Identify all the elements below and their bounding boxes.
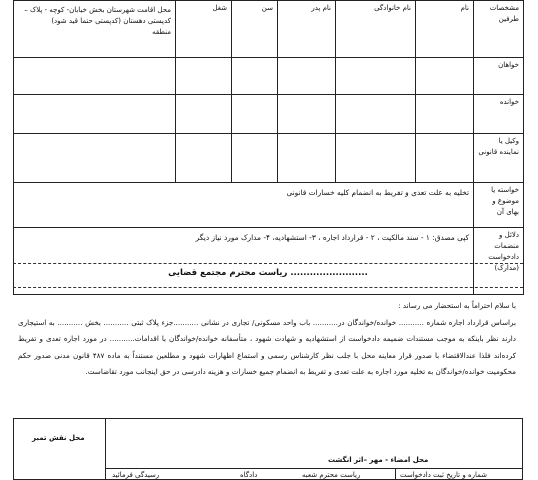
cell[interactable] [278, 58, 336, 95]
divider [13, 263, 523, 264]
row-label-plaintiff: خواهان [474, 58, 524, 95]
header-job: شغل [176, 1, 232, 58]
cell[interactable] [176, 58, 232, 95]
signature-label: محل امضاء - مهر –اثر انگشت [328, 456, 429, 464]
parties-table [13, 0, 524, 295]
table-row-claim [14, 183, 524, 228]
registration-label: شماره و تاریخ ثبت دادخواست [400, 471, 488, 479]
header-name: نام [416, 1, 474, 58]
stamp-box [13, 418, 106, 480]
footer-divider [395, 468, 396, 480]
row-label-claim: خواسته یا موضوع و بهای آن [474, 183, 524, 228]
table-row-evidence [14, 228, 524, 295]
review-label: رسیدگی فرمائید [112, 471, 160, 479]
cell[interactable] [232, 134, 278, 183]
row-label-evidence: دلائل و منضمات دادخواست (مدارک) [474, 228, 524, 295]
table-row-defendant [14, 95, 524, 134]
cell[interactable] [232, 58, 278, 95]
cell[interactable] [416, 95, 474, 134]
header-parties: مشخصات طرفین [474, 1, 524, 58]
claim-text: تخلیه به علت تعدی و تفریط به انضمام کلیه خسارات قانونی [14, 183, 474, 228]
table-row-attorney [14, 134, 524, 183]
cell[interactable] [14, 58, 176, 95]
cell[interactable] [232, 95, 278, 134]
cell[interactable] [278, 95, 336, 134]
court-label: دادگاه [240, 471, 258, 479]
cell[interactable] [278, 134, 336, 183]
table-header-row [14, 1, 524, 58]
header-family-name: نام خانوادگی [336, 1, 416, 58]
header-father-name: نام پدر [278, 1, 336, 58]
row-label-attorney: وکیل یا نماینده قانونی [474, 134, 524, 183]
petition-text: براساس قرارداد اجاره شماره ........... خوانده/خواندگان در........... باب واحد مسکونی/ تجاری در نشانی ...........جزء پلاک ثبتی ........... بخش ........... به استیجاری دارند نظر باینکه به موجب مستندات ضمیمه دادخواست از استشهادیه و شهادت شهود ، متأسفانه خوانده/خواندگان با اقدامات........... در مورد اجاره تعدی و تفریط کرده‌اند فلذا عندالاقتضاء با صدور قرار معاینه محل با جلب نظر کارشناس رسمی و استماع اظهارات شهود و مطلعین مستنداً به ماده ۴۸۷ قانون مدنی صدور حکم محکومیت خوانده/خواندگان به تخلیه مورد اجاره به علت تعدی و تفریط به انضمام جمیع خسارات و هزینه دادرسی در حق اینجانب مورد تقاضاست. [18, 317, 516, 376]
header-address [14, 1, 176, 58]
cell[interactable] [176, 95, 232, 134]
footer-rule [106, 468, 523, 469]
cell[interactable] [336, 95, 416, 134]
branch-label: ریاست محترم شعبه [302, 471, 361, 479]
row-label-defendant: خوانده [474, 95, 524, 134]
cell[interactable] [14, 134, 176, 183]
cell[interactable] [416, 58, 474, 95]
cell[interactable] [416, 134, 474, 183]
evidence-text: کپی مصدق: ۱ - سند مالکیت ، ۲ - قرارداد اجاره ، ۳- استشهادیه، ۴- مدارک مورد نیاز دیگر [14, 228, 474, 295]
greeting: با سلام احتراماً به استحضار می رساند : [398, 301, 516, 310]
cell[interactable] [14, 95, 176, 134]
header-address-text: محل اقامت شهرستان بخش خیابان- کوچه - پلاک – کدپستی دهستان (کدپستی حتما قید شود) [24, 6, 171, 25]
cell[interactable] [336, 134, 416, 183]
cell[interactable] [176, 134, 232, 183]
stamp-label: محل نقش تمبر [32, 434, 85, 442]
divider [13, 287, 523, 288]
addressee-title: ریاست محترم مجتمع قضایی ........................ [168, 268, 368, 278]
header-address-region: منطقه [152, 28, 171, 36]
header-age: سن [232, 1, 278, 58]
petition-body [18, 298, 516, 381]
cell[interactable] [336, 58, 416, 95]
table-row-plaintiff [14, 58, 524, 95]
